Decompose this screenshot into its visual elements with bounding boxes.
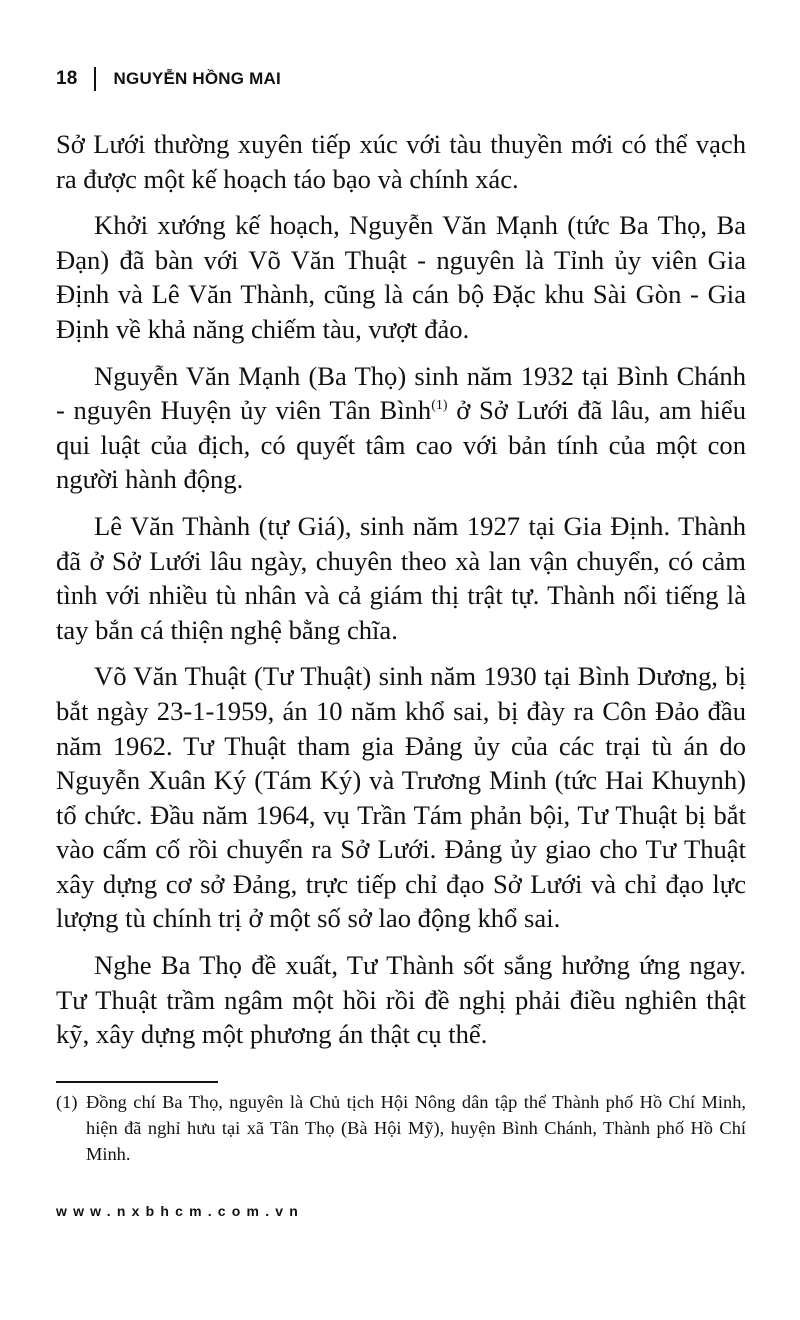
paragraph-ba-tho-bio-text-cont: ở Sở Lưới đã lâu, am hiểu qui luật của địch, có quyết tâm cao với bản tính của một con người hành động. (56, 395, 746, 495)
running-header-author: NGUYỄN HỒNG MAI (113, 69, 281, 88)
paragraph-continuation: Sở Lưới thường xuyên tiếp xúc với tàu thuyền mới có thể vạch ra được một kế hoạch táo bạo và chính xác. (56, 129, 746, 194)
paragraph-le-van-thanh-bio: Lê Văn Thành (tự Giá), sinh năm 1927 tại Gia Định. Thành đã ở Sở Lưới lâu ngày, chuyên theo xà lan vận chuyển, có cảm tình với nhiều tù nhân và cả giám thị trật tự. Thành nổi tiếng là tay bắn cá thiện nghệ bằng chĩa. (56, 510, 746, 645)
paragraph-ba-tho-bio (56, 359, 746, 497)
header-divider (94, 67, 96, 91)
footnote-text: Đồng chí Ba Thọ, nguyên là Chủ tịch Hội Nông dân tập thể Thành phố Hồ Chí Minh, hiện đã nghỉ hưu tại xã Tân Thọ (Bà Hội Mỹ), huyện Bình Chánh, Thành phố Hồ Chí Minh. (86, 1092, 746, 1164)
body-text (56, 127, 746, 1064)
paragraph-plan-initiation: Khởi xướng kế hoạch, Nguyễn Văn Mạnh (tức Ba Thọ, Ba Đạn) đã bàn với Võ Văn Thuật - nguyên là Tỉnh ủy viên Gia Định và Lê Văn Thành, cũng là cán bộ Đặc khu Sài Gòn - Gia Định về khả năng chiếm tàu, vượt đảo. (56, 210, 746, 344)
paragraph-plan-response: Nghe Ba Thọ đề xuất, Tư Thành sốt sắng hưởng ứng ngay. Tư Thuật trầm ngâm một hồi rồi đề nghị phải điều nghiên thật kỹ, xây dựng một phương án thật cụ thể. (56, 950, 746, 1050)
footnote-rule (56, 1081, 218, 1083)
footnote-reference: (1) (431, 398, 448, 414)
footnote (56, 1089, 746, 1167)
running-header (56, 64, 281, 94)
footnote-marker: (1) (56, 1092, 78, 1112)
page-number: 18 (56, 68, 78, 89)
paragraph-ba-tho-bio-text: Nguyễn Văn Mạnh (Ba Thọ) sinh năm 1932 tại Bình Chánh - nguyên Huyện ủy viên Tân Bình (56, 360, 746, 426)
paragraph-vo-van-thuat-bio: Võ Văn Thuật (Tư Thuật) sinh năm 1930 tại Bình Dương, bị bắt ngày 23-1-1959, án 10 năm khổ sai, bị đày ra Côn Đảo đầu năm 1962. Tư Thuật tham gia Đảng ủy của các trại tù án do Nguyễn Xuân Ký (Tám Ký) và Trương Minh (tức Hai Khuynh) tổ chức. Đầu năm 1964, vụ Trần Tám phản bội, Tư Thuật bị bắt vào cấm cố rồi chuyển ra Sở Lưới. Đảng ủy giao cho Tư Thuật xây dựng cơ sở Đảng, trực tiếp chỉ đạo Sở Lưới và chỉ đạo lực lượng tù chính trị ở một số sở lao động khổ sai. (56, 661, 746, 934)
publisher-website: www.nxbhcm.com.vn (56, 1203, 305, 1219)
